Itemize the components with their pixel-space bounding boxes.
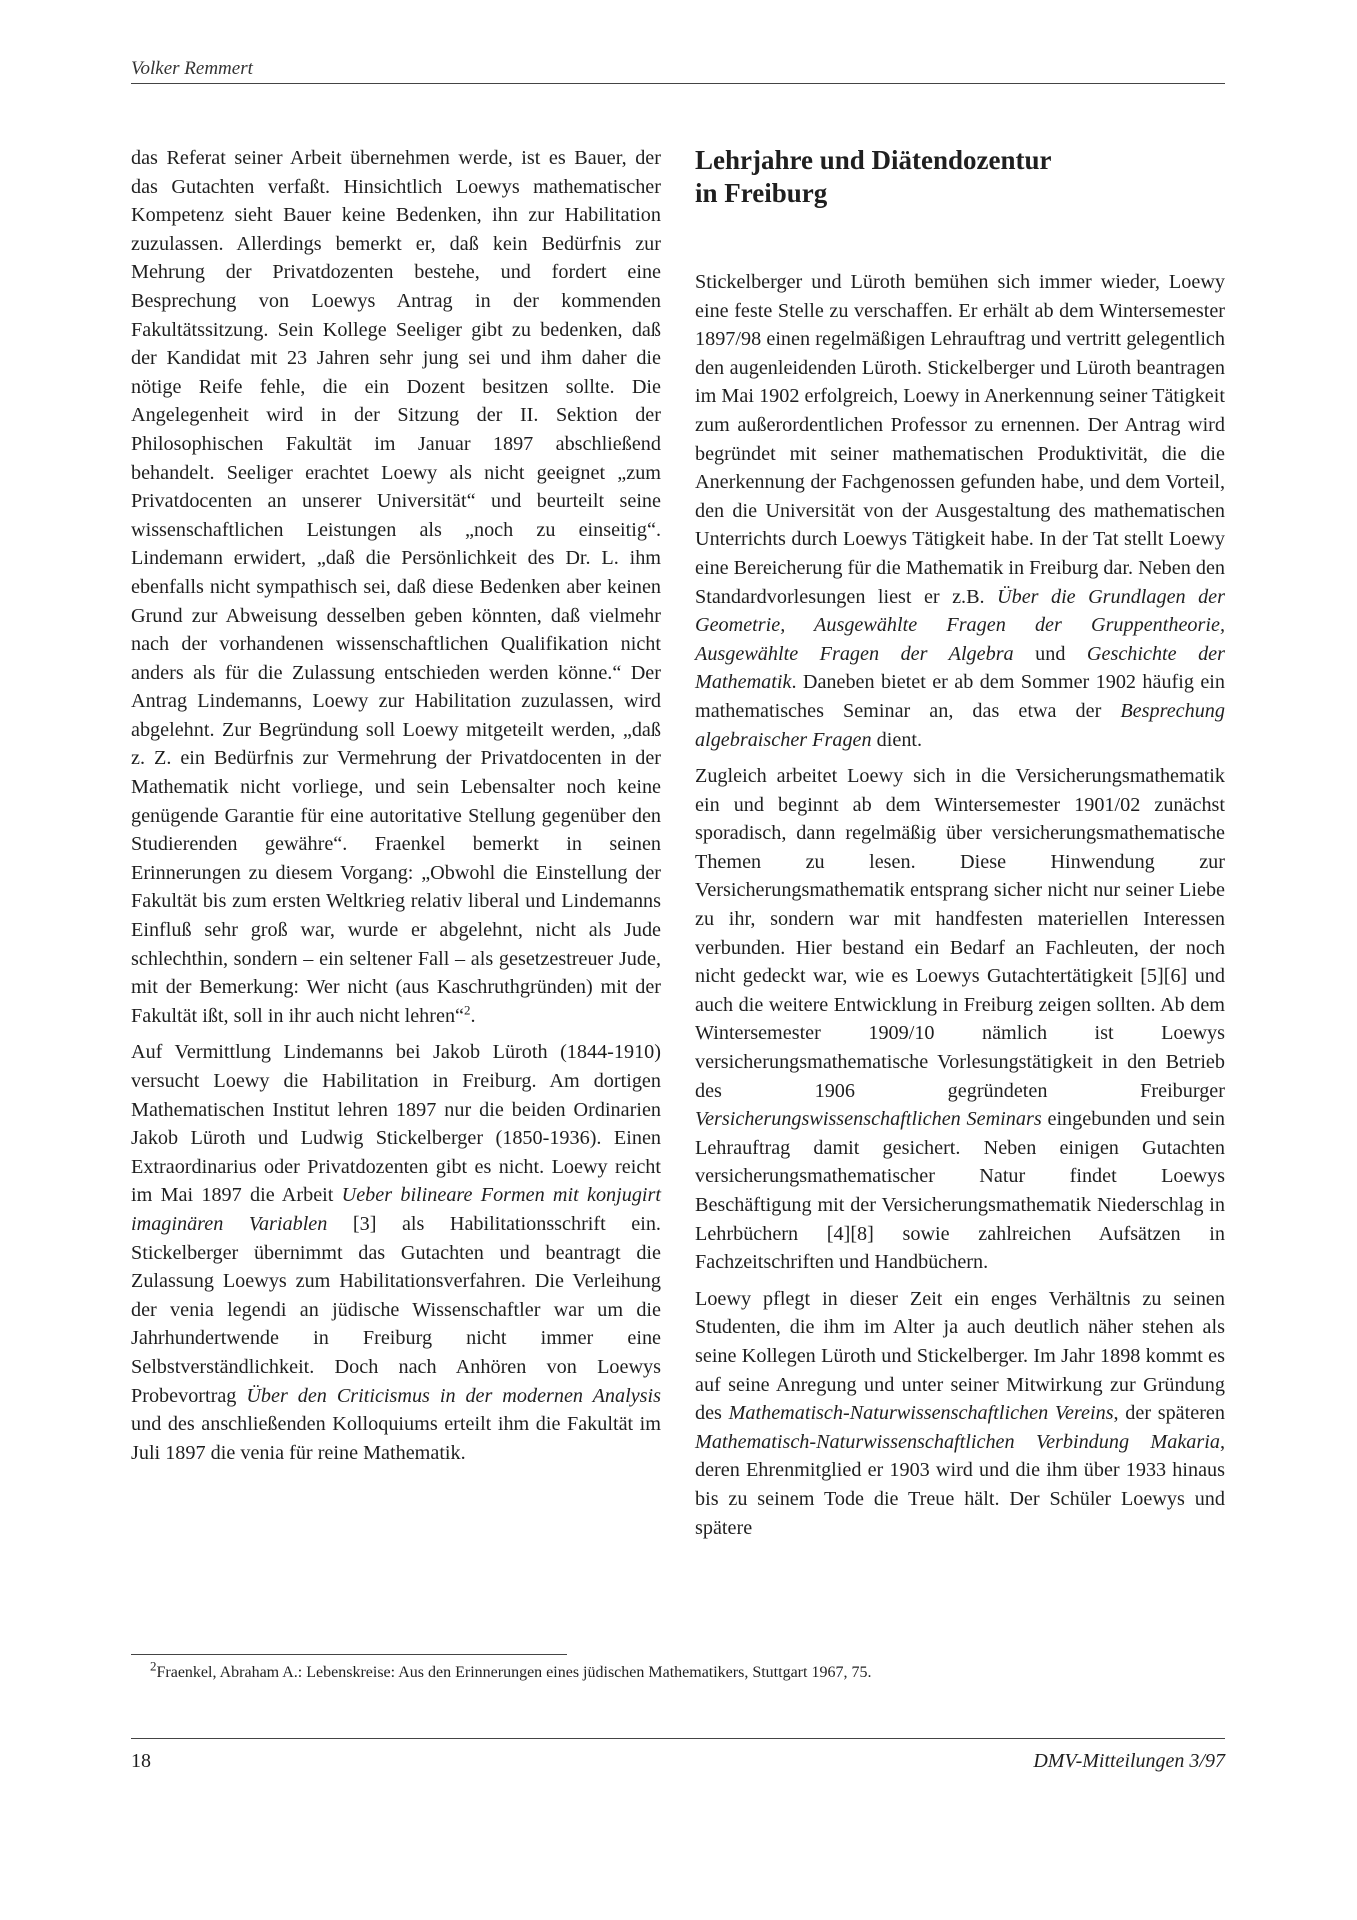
text-run: , der späteren [1113,1402,1225,1425]
page-number: 18 [131,1750,151,1772]
text-run: und des anschließenden Kolloquiums erteilt ihm die Fakultät im Juli 1897 die venia für reine Mathematik. [131,1413,661,1464]
italic-title: Mathematisch-Naturwissenschaftlichen Vereins [728,1402,1114,1425]
section-heading [695,144,1225,210]
italic-title: Mathematisch-Naturwissenschaftlichen Verbindung Makaria [695,1430,1220,1453]
footnote [150,1658,1225,1684]
text-run: , deren Ehrenmitglied er 1903 wird und die ihm über 1933 hinaus bis zu seinem Tode die Treue hält. Der Schüler Loewys und spätere [695,1430,1225,1539]
left-paragraph-1 [131,144,661,1030]
footer-rule [131,1738,1225,1739]
text-run: Stickelberger und Lüroth bemühen sich immer wieder, Loewy eine feste Stelle zu verschaffen. Er erhält ab dem Wintersemester 1897/98 einen regelmäßigen Lehrauftrag und vertritt gelegentlich den augenleidenden Lüroth. Stickelberger und Lüroth beantragen im Mai 1902 erfolgreich, Loewy in Anerkennung seiner Tätigkeit zum außerordentlichen Professor zu ernennen. Der Antrag wird begründet mit seiner mathematischen Produktivität, die die Anerkennung der Fachgenossen gefunden habe, und dem Vorteil, den die Universität von der Ausgestaltung des mathematischen Unterrichts durch Loewys Tätigkeit habe. In der Tat stellt Loewy eine Bereicherung für die Mathematik in Freiburg dar. Neben den Standardvorlesungen liest er z.B. [695,271,1225,608]
left-column [131,144,661,1475]
text-run: . Daneben bietet er ab dem Sommer 1902 häufig ein mathematisches Seminar an, das etwa der [695,671,1225,722]
text-run: das Referat seiner Arbeit übernehmen werde, ist es Bauer, der das Gutachten verfaßt. Hinsichtlich Loewys mathematischer Kompetenz sieht Bauer keine Bedenken, ihn zur Habilitation zuzulassen. Allerdings bemerkt er, daß kein Bedürfnis zur Mehrung der Privatdozenten bestehe, und fordert eine Besprechung von Loewys Antrag in der kommenden Fakultätssitzung. Sein Kollege Seeliger gibt zu bedenken, daß der Kandidat mit 23 Jahren sehr jung sei und ihm daher die nötige Reife fehle, die ein Dozent besitzen sollte. Die Angelegenheit wird in der Sitzung der II. Sektion der Philosophischen Fakultät im Januar 1897 abschließend behandelt. Seeliger erachtet Loewy als nicht geeignet „zum Privatdocenten an unserer Universität“ und beurteilt seine wissenschaftlichen Leistungen als „noch zu einseitig“. Lindemann erwidert, „daß die Persönlichkeit des Dr. L. ihm ebenfalls nicht sympathisch sei, daß diese Bedenken aber keinen Grund zur Abweisung desselben geben könnten, daß vielmehr nach der vorhandenen wissenschaftlichen Qualifikation nicht anders als für die Zulassung entschieden werden könne.“ Der Antrag Lindemanns, Loewy zur Habilitation zuzulassen, wird abgelehnt. Zur Begründung soll Loewy mitgeteilt werden, „daß z. Z. ein Bedürfnis zur Vermehrung der Privatdocenten in der Mathematik nicht vorliege, und sein Lebensalter noch keine genügende Garantie für eine autoritative Stellung gegenüber den Studierenden gewähre“. Fraenkel bemerkt in seinen Erinnerungen zu diesem Vorgang: „Obwohl die Einstellung der Fakultät bis zum ersten Weltkrieg relativ liberal und Lindemanns Einfluß sehr groß war, wurde er abgelehnt, nicht als Jude schlechthin, sondern – ein seltener Fall – als gesetzestreuer Jude, mit der Bemerkung: Wer nicht (aus Kaschruthgründen) mit der Fakultät ißt, soll in ihr auch nicht lehren“ [131,147,661,1027]
italic-title: Besprechung algebraischer Fragen [695,699,1225,751]
text-run: dient. [871,728,923,751]
section-heading-line-2: in Freiburg [695,178,828,208]
footnote-text: Fraenkel, Abraham A.: Lebenskreise: Aus den Erinnerungen eines jüdischen Mathematikers, Stuttgart 1967, 75. [156,1664,872,1681]
italic-title: Geschichte der Mathematik [695,642,1226,694]
footnote-number: 2 [150,1658,157,1674]
italic-title: Versicherungswissenschaftlichen Seminars [695,1108,1042,1131]
right-column [695,144,1225,1550]
footnote-rule [131,1654,567,1655]
left-paragraph-2 [131,1038,661,1467]
italic-title: Ueber bilineare Formen mit konjugirt imaginären Variablen [131,1184,662,1235]
text-run: und [1013,642,1087,665]
section-heading-line-1: Lehrjahre und Diätendozentur [695,145,1052,175]
journal-name: DMV-Mitteilungen 3/97 [1033,1750,1225,1772]
italic-title: Über die Grundlagen der Geometrie, Ausgewählte Fragen der Gruppentheorie, Ausgewählte Fragen der Algebra [695,585,1225,665]
text-run: Auf Vermittlung Lindemanns bei Jakob Lüroth (1844-1910) versucht Loewy die Habilitation in Freiburg. Am dortigen Mathematischen Institut lehren 1897 nur die beiden Ordinarien Jakob Lüroth und Ludwig Stickelberger (1850-1936). Einen Extraordinarius oder Privatdozenten gibt es nicht. Loewy reicht im Mai 1897 die Arbeit [131,1041,661,1207]
text-run: [3] als Habilitationsschrift ein. Stickelberger übernimmt das Gutachten und beantragt die Zulassung Loewys zum Habilitationsverfahren. Die Verleihung der venia legendi an jüdische Wissenschaftler war um die Jahrhundertwende in Freiburg nicht immer eine Selbstverständlichkeit. Doch nach Anhören von Loewys Probevortrag [131,1212,661,1407]
running-head-author: Volker Remmert [131,58,253,79]
text-run: . [470,1004,476,1027]
header-rule [131,83,1225,84]
footnote-ref: 2 [464,1002,471,1018]
right-paragraph-3 [695,1285,1225,1542]
text-run: Zugleich arbeitet Loewy sich in die Versicherungsmathematik ein und beginnt ab dem Wintersemester 1901/02 zunächst sporadisch, dann regelmäßig über versicherungsmathematische Themen zu lesen. Diese Hinwendung zur Versicherungsmathematik entsprang sicher nicht nur seiner Liebe zu ihr, sondern war mit handfesten materiellen Interessen verbunden. Hier bestand ein Bedarf an Fachleuten, der noch nicht gedeckt war, wie es Loewys Gutachtertätigkeit [5][6] und auch die weitere Entwicklung in Freiburg zeigen sollten. Ab dem Wintersemester 1909/10 nämlich ist Loewys versicherungsmathematische Vorlesungstätigkeit in den Betrieb des 1906 gegründeten Freiburger [695,765,1225,1102]
right-paragraph-1 [695,268,1225,754]
right-paragraph-2 [695,762,1225,1277]
italic-title: Über den Criticismus in der modernen Analysis [246,1384,661,1407]
text-run: Loewy pflegt in dieser Zeit ein enges Verhältnis zu seinen Studenten, die ihm im Alter ja auch deutlich näher stehen als seine Kollegen Lüroth und Stickelberger. Im Jahr 1898 kommt es auf seine Anregung und unter seiner Mitwirkung zur Gründung des [695,1287,1225,1425]
text-run: eingebunden und sein Lehrauftrag damit gesichert. Neben einigen Gutachten versicherungsmathematischer Natur findet Loewys Beschäftigung mit der Versicherungsmathematik Niederschlag in Lehrbüchern [4][8] sowie zahlreichen Aufsätzen in Fachzeitschriften und Handbüchern. [695,1108,1225,1274]
